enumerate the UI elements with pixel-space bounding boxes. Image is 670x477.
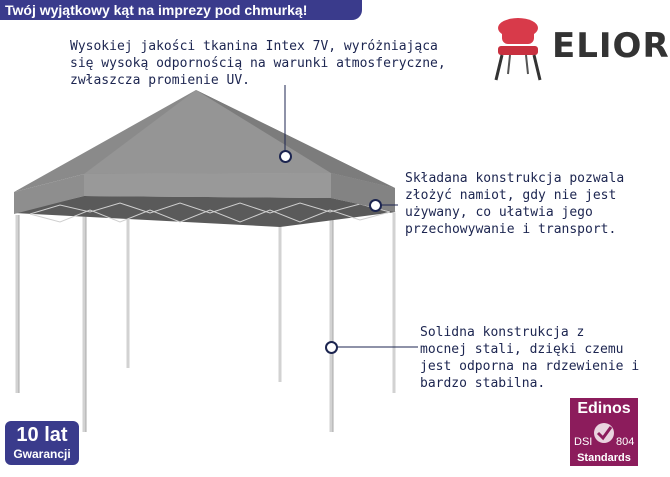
chair-icon (488, 16, 548, 82)
steel-description: Solidna konstrukcja z mocnej stali, dzięki czemu jest odporna na rdzewienie i bardzo stabilna. (420, 325, 640, 391)
badge-label: Standards (577, 452, 631, 464)
checkmark-icon (570, 419, 638, 449)
warranty-label: Gwarancji (13, 447, 71, 461)
badge-cert-left: DSI (574, 436, 593, 448)
badge-cert-right: 804 (616, 436, 635, 448)
folding-description: Składana konstrukcja pozwala złożyć namiot, gdy nie jest używany, co ułatwia jego przechowywanie i transport. (405, 171, 625, 237)
badge-brand: Edinos (577, 400, 631, 417)
edinos-standards-badge (570, 398, 638, 466)
warranty-badge (5, 421, 79, 465)
steel-marker (325, 341, 338, 354)
fabric-marker (279, 150, 292, 163)
folding-marker (369, 199, 382, 212)
fabric-description: Wysokiej jakości tkanina Intex 7V, wyróżniająca się wysoką odpornością na warunki atmosferyczne, zwłaszcza promienie UV. (70, 39, 446, 88)
brand-name: ELIOR (552, 26, 670, 66)
promo-banner-text: Twój wyjątkowy kąt na imprezy pod chmurką! (5, 2, 308, 18)
warranty-years: 10 lat (16, 424, 68, 446)
